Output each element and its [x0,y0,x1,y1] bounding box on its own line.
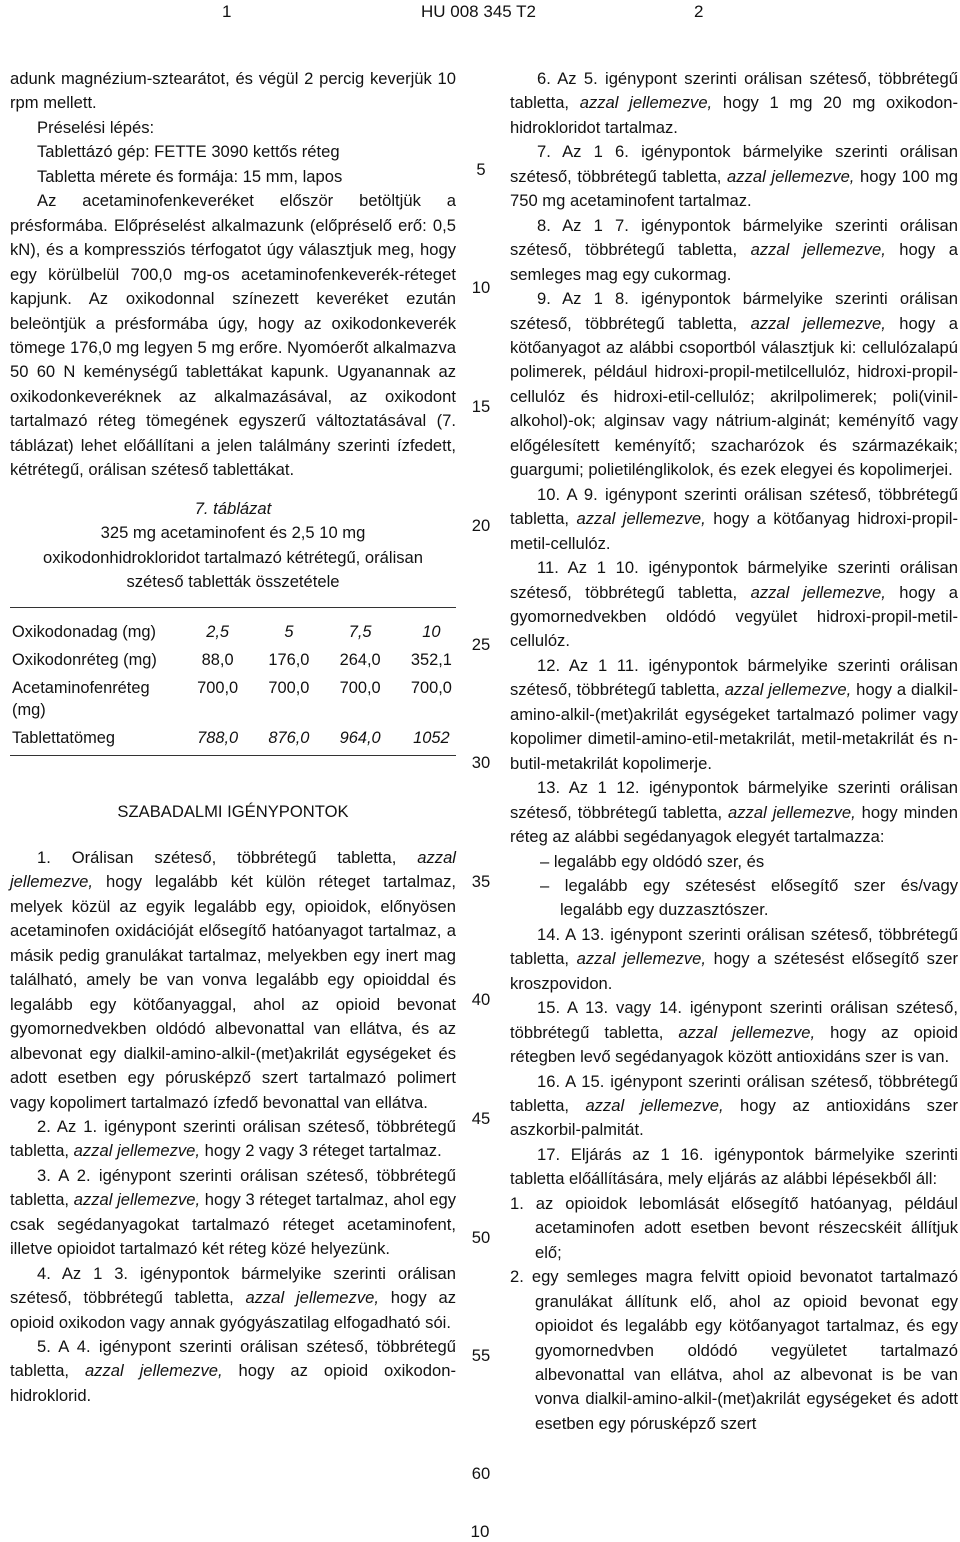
line-number: 45 [471,1109,491,1128]
table-cell: 876,0 [268,728,310,747]
claim-text: hogy a szétesést elősegítő szer kroszpovidon. [510,949,958,993]
claim-text: hogy a dialkil-amino-alkil-(met)akrilát egységeket tartalmazó polimer vagy kopolimer dimetil-amino-etil-metakrilát, metil-metakrilát és n-butil-metakrilát kopolimerje. [510,680,958,773]
claim-text: hogy 1 mg 20 mg oxikodon-hidrokloridot tartalmaz. [510,93,958,137]
claim-1 [10,846,456,1115]
claims-heading: SZABADALMI IGÉNYPONTOK [117,801,349,821]
claim-text: hogy az antioxidáns szer aszkorbil-palmitát. [510,1096,958,1140]
claim-text: 8. Az 1 7. igénypontok bármelyike szerinti orálisan széteső, többrétegű tabletta, [510,215,958,260]
claim-13-item: – legalább egy szétesést elősegítő szer és/vagy legalább egy duzzasztószer. [540,875,958,920]
line-number: 55 [471,1346,491,1365]
line-number: 40 [471,990,491,1009]
line-number: 20 [471,516,491,535]
claim-11 [510,556,958,654]
claim-text: hogy 100 mg 750 mg acetaminofent tartalmaz. [510,166,958,211]
claim-text: hogy az opioid oxikodon-hidroklorid. [10,1361,456,1405]
claim-text: hogy minden réteg az alábbi segédanyagok elegyét tartalmazza: [510,802,958,847]
table-cell: 700,0 [268,678,310,697]
claim-keyword: azzal jellemezve, [678,1022,816,1042]
claim-12 [510,654,958,776]
claim-keyword: azzal jellemezve, [73,1141,201,1161]
claim-text: hogy az opioid rétegben levő segédanyagok között antioxidáns szer is van. [510,1022,958,1067]
table-title: 325 mg acetaminofent és 2,5 10 mg oxikodonhidrokloridot tartalmazó kétrétegű, orálisan széteső tabletták összetétele [42,523,424,592]
left-column [10,67,456,1408]
claim-text: hogy a kötőanyag hidroxi-propil-metil-cellulóz. [510,509,959,553]
table-cell: 1052 [413,728,450,747]
table-cell: 700,0 [410,678,452,697]
line-number: 35 [471,872,491,891]
claim-text: 6. Az 5. igénypont szerinti orálisan széteső, többrétegű tabletta, [510,69,958,113]
claim-text: 9. Az 1 8. igénypontok bármelyike szerinti orálisan széteső, többrétegű tabletta, [510,289,958,333]
line-number: 15 [471,397,491,416]
claim-text: hogy 2 vagy 3 réteget tartalmaz. [200,1141,442,1161]
claim-14 [510,923,958,996]
document-id: HU 008 345 T2 [421,2,536,21]
claim-text: hogy legalább két külön réteget tartalmaz, melyek közül az egyik legalább egy, opioidok, előnyösen acetaminofen oxidációját elősegítő hatóanyagot tartalmaz, a másik pedig granulákat tartalmaz, melyekben egy inert mag található, amely be van vonva legalább egy opioiddal és legalább egy kötőanyaggal, ahol az opioid bevonat gyomornedvekben oldódó albevonattal van ellátva, és az albevonat egy dialkil-amino-alkil-(met)akrilát egységeket és adott esetben egy pórusképző szert tartalmazó polimert vagy kopolimert tartalmazó ízfedő bevonattal van ellátva. [10,872,456,1112]
claim-keyword: azzal jellemezve, [750,240,886,260]
claim-17: 17. Eljárás az 1 16. igénypontok bármelyike szerinti tabletta előállítására, mely eljárás az alábbi lépésekből áll: [510,1144,958,1189]
claim-keyword: azzal jellemezve, [585,1096,724,1116]
press-machine: Tablettázó gép: FETTE 3090 kettős réteg [37,142,340,162]
claim-text: hogy a semleges mag egy cukormag. [510,240,958,284]
claim-text: 16. A 15. igénypont szerinti orálisan széteső, többrétegű tabletta, [510,1071,958,1116]
claim-text: 2. Az 1. igénypont szerinti orálisan széteső, többrétegű tabletta, [10,1116,456,1161]
claim-keyword: azzal jellemezve, [73,1190,201,1210]
press-step-title: Préselési lépés: [37,117,155,137]
claim-keyword: azzal jellemezve, [750,582,886,602]
claim-keyword: azzal jellemezve, [724,680,852,700]
table-cell: 176,0 [268,650,310,669]
claim-text: hogy az opioid oxikodon vagy annak gyógyászatilag elfogadható sói. [10,1288,456,1332]
claim-keyword: azzal jellemezve, [728,802,856,822]
row-label: Oxikodonadag (mg) [12,622,156,641]
claim-text: 13. Az 1 12. igénypontok bármelyike szerinti orálisan széteső, többrétegű tabletta, [510,778,958,822]
table-cell: 788,0 [197,728,239,747]
claim-text: 14. A 13. igénypont szerinti orálisan széteső, többrétegű tabletta, [510,924,958,969]
claim-16 [510,1070,958,1143]
claim-keyword: azzal jellemezve, [10,847,456,892]
claim-keyword: azzal jellemezve, [727,166,855,186]
claim-keyword: azzal jellemezve, [245,1288,379,1308]
row-label: Acetaminofenréteg (mg) [12,678,150,719]
table-cell: 2,5 [206,622,230,641]
table-cell: 10 [422,622,441,641]
claim-text: 4. Az 1 3. igénypontok bármelyike szerinti orálisan széteső, többrétegű tabletta, [10,1263,456,1308]
line-number: 30 [471,753,491,772]
press-size: Tabletta mérete és formája: 15 mm, lapos [37,166,343,186]
claim-5 [10,1335,456,1408]
table-cell: 7,5 [348,622,372,641]
claim-text: 10. A 9. igénypont szerinti orálisan széteső, többrétegű tabletta, [510,484,958,529]
header-right-page-number: 2 [694,2,704,21]
claim-4 [10,1262,456,1335]
claim-keyword: azzal jellemezve, [579,93,713,113]
claim-text: 5. A 4. igénypont szerinti orálisan széteső, többrétegű tabletta, [10,1337,456,1381]
claim-text: hogy 3 réteget tartalmaz, ahol egy csak segédanyagokat tartalmazó réteget acetaminofent, illetve opioidot tartalmazó két réteg közé helyezünk. [10,1190,457,1259]
claim-text: 15. A 13. vagy 14. igénypont szerinti orálisan széteső, többrétegű tabletta, [510,998,958,1042]
claim-text: 12. Az 1 11. igénypontok bármelyike szerinti orálisan széteső, többrétegű tabletta, [510,655,958,700]
line-number: 5 [476,160,486,179]
claim-keyword: azzal jellemezve, [576,509,706,529]
process-step-1: 1. az opioidok lebomlását elősegítő hatóanyag, például acetaminofen adott esetben bevont részecskéit állítjuk elő; [510,1193,958,1262]
table-cell: 88,0 [201,650,234,669]
table-row [10,643,467,671]
claim-7 [510,140,958,213]
claim-6 [510,67,958,140]
table-row [10,619,467,643]
claim-keyword: azzal jellemezve, [750,313,886,333]
paragraph-intro: adunk magnézium-sztearátot, és végül 2 percig keverjük 10 rpm mellett. [10,69,456,113]
line-number: 25 [471,635,491,654]
claim-text: hogy a gyomornedvekben oldódó vegyület hidroxi-propil-metil-cellulóz. [510,582,958,651]
claim-keyword: azzal jellemezve, [84,1361,223,1381]
line-number: 50 [471,1228,491,1247]
claim-13-item: – legalább egy oldódó szer, és [540,851,765,871]
row-label: Tablettatömeg [12,728,115,747]
claim-text: 11. Az 1 10. igénypontok bármelyike szerinti orálisan széteső, többrétegű tabletta, [510,558,958,602]
table-cell: 700,0 [339,678,381,697]
table-row [10,671,467,721]
claim-15 [510,996,958,1069]
press-body: Az acetaminofenkeveréket először betöltjük a présformába. Előpréselést alkalmazunk (előpréselő erő: 0,5 kN), és a kompressziós térfogatot úgy választjuk meg, hogy egy körülbelül 700,0 mg-os acetaminofenkeverék-réteget kapjunk. Az oxikodonnal színezett keveréket ezután beleöntjük a présformába úgy, hogy az oxikodonkeverék tömege 176,0 mg legyen 5 mg erőre. Nyomóerőt alkalmazva 50 60 N keménységű tablettákat kapunk. Ugyanannak az oxikodonkeveréknek az alkalmazásával, az oxikodont tartalmazó réteg tömegének egyszerű változtatásával (7. táblázat) lehet előállítani a jelen találmány szerinti ízfedett, kétrétegű, orálisan széteső tablettákat. [10,191,456,480]
table-row [10,721,467,749]
claim-keyword: azzal jellemezve, [576,949,706,969]
claim-text: 7. Az 1 6. igénypontok bármelyike szerinti orálisan széteső, többrétegű tabletta, [510,142,958,186]
process-step-2: 2. egy semleges magra felvitt opioid bevonatot tartalmazó granulákat állítunk elő, ahol az opioid bevonat egy opioidot és legalább egy kötőanyagot tartalmaz, és egy gyomornedvben oldódó vegyületet tartalmazó albevonattal van ellátva, ahol az albevonat is be van vonva dialkil-amino-alkil-(met)akrilát egységeket és adott esetben egy pórusképző szert [510,1267,958,1433]
table-cell: 700,0 [197,678,239,697]
claim-text: 1. Orálisan széteső, többrétegű tabletta, [37,847,418,867]
row-label: Oxikodonréteg (mg) [12,650,157,669]
claim-3 [10,1164,456,1262]
line-number: 10 [471,278,491,297]
claim-13 [510,776,958,849]
table-7 [10,619,467,749]
claim-text: 3. A 2. igénypont szerinti orálisan széteső, többrétegű tabletta, [10,1165,456,1210]
claim-2 [10,1115,456,1164]
claim-8 [510,214,958,287]
claim-text: hogy a kötőanyagot az alábbi csoportból választjuk ki: cellulózalapú polimerek, például hidroxi-propil-metilcellulóz, hidroxi-propil-cellulóz és hidroxi-etil-cellulóz; akrilpolimerek; poli(vinil-alkohol)-ok; alginsav vagy nátrium-alginát; keményítő vagy előgélesített keményítő; szacharózok és származékaik; guargumi; polietilénglikolok, és ezek elegyei és kopolimerjei. [510,313,958,480]
table-cell: 964,0 [339,728,381,747]
table-cell: 5 [284,622,294,641]
right-column [510,67,958,1436]
claim-10 [510,483,958,556]
composition-table [10,607,456,756]
table-number: 7. táblázat [194,498,272,518]
page-number: 10 [470,1522,490,1541]
table-cell: 264,0 [339,650,381,669]
header-left-page-number: 1 [222,2,232,21]
claim-9 [510,287,958,483]
table-cell: 352,1 [410,650,452,669]
line-number: 60 [471,1464,491,1483]
